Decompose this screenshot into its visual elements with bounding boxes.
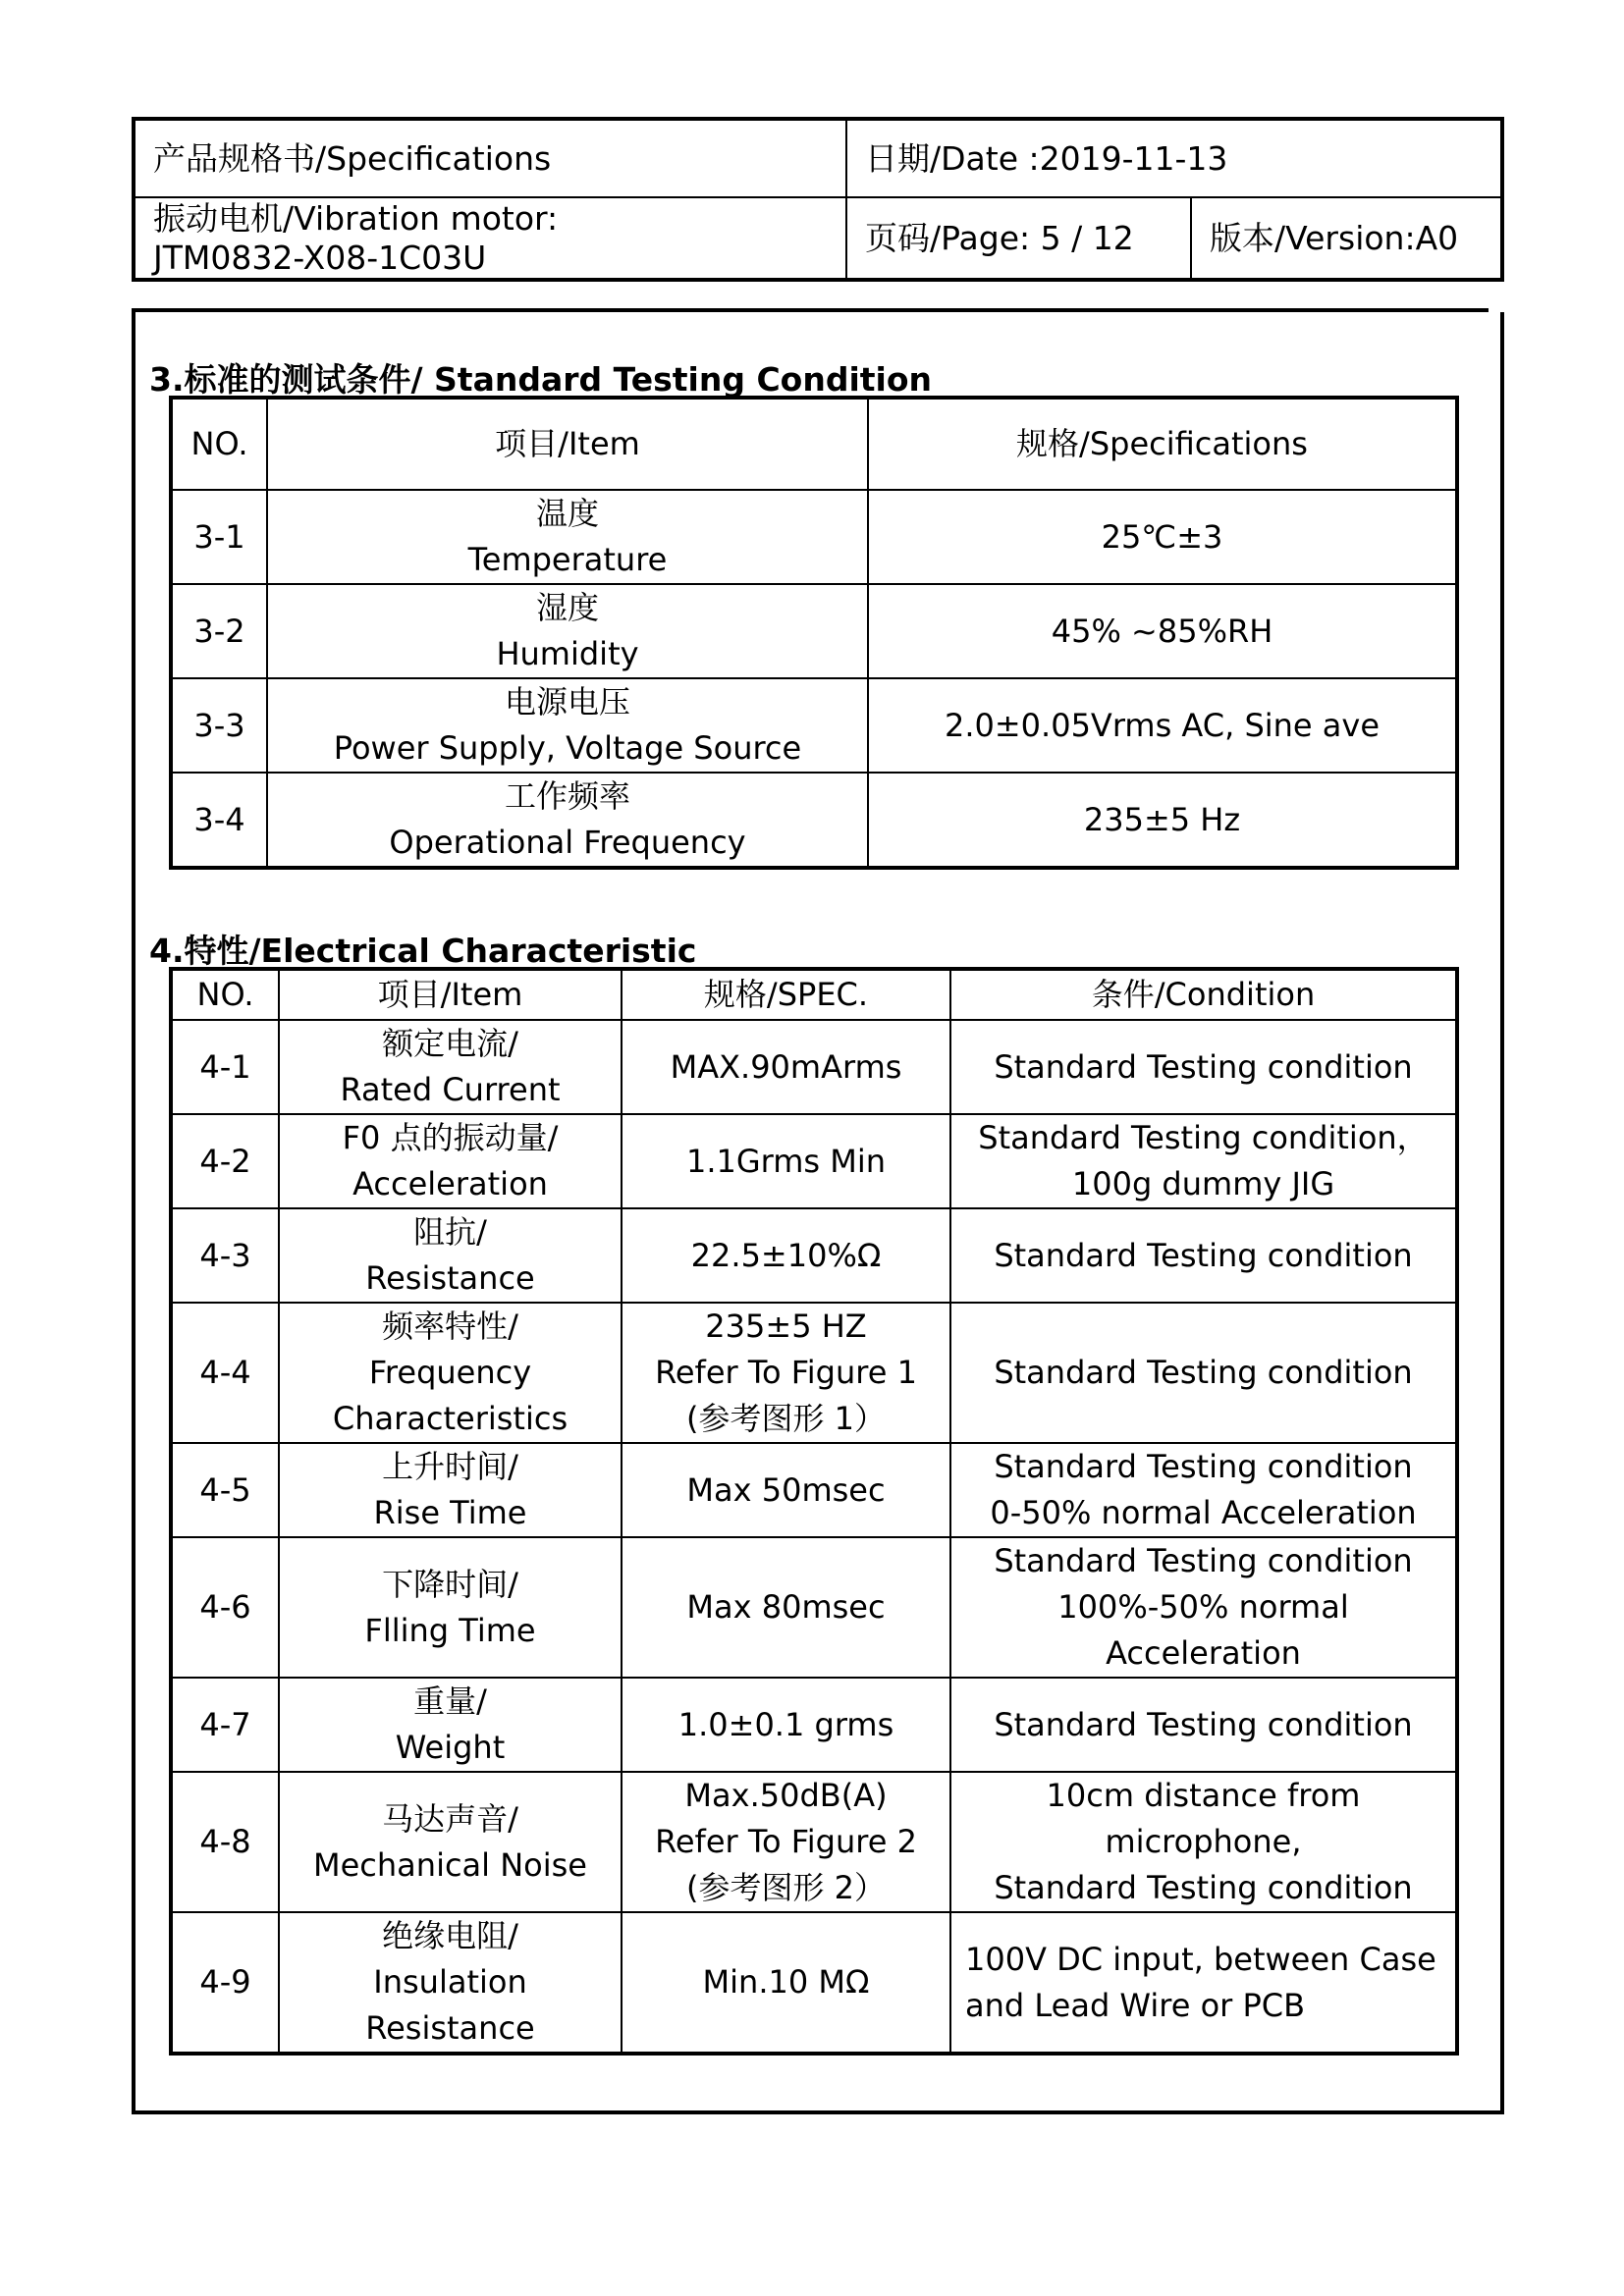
spec-cell (622, 1208, 950, 1303)
spec-cell (622, 1303, 950, 1443)
condition-cell-line: Standard Testing condition (994, 1869, 1413, 1906)
date-text: 日期/Date :2019-11-13 (865, 138, 1228, 178)
item-cell-line: 重量/ (413, 1682, 487, 1720)
row-number: 4-3 (171, 1208, 279, 1303)
item-cell (267, 490, 868, 584)
item-cell-line: Weight (395, 1729, 506, 1766)
item-cell (267, 773, 868, 868)
col-header-spec: 规格/SPEC. (622, 969, 950, 1020)
standard-testing-condition-table (169, 396, 1459, 870)
item-cell-line: F0 点的振动量/ (342, 1119, 559, 1156)
item-cell-line: 上升时间/ (382, 1448, 518, 1485)
product-name: 振动电机/Vibration motor: (153, 198, 559, 238)
item-cell (279, 1020, 622, 1114)
spec-title-text: 产品规格书/Specifications (153, 138, 552, 178)
row-number: 4-9 (171, 1912, 279, 2054)
item-cell-line: Rise Time (373, 1494, 527, 1531)
item-cell-line: 下降时间/ (382, 1565, 518, 1603)
version-text: 版本/Version:A0 (1210, 218, 1459, 257)
condition-cell-line: Standard Testing condition (994, 1542, 1413, 1579)
table-row (171, 773, 1457, 868)
spec-cell-line: Max 80msec (686, 1588, 886, 1626)
item-cell-line: Rated Current (340, 1071, 561, 1108)
item-cell (279, 1678, 622, 1772)
condition-cell (950, 1772, 1457, 1912)
spec-cell-line: 235±5 HZ (705, 1308, 867, 1345)
row-number: 4-1 (171, 1020, 279, 1114)
page-cell (847, 198, 1190, 278)
item-cell-line: Frequency (368, 1354, 532, 1391)
condition-cell-line: Standard Testing condition (994, 1047, 1413, 1086)
table-row (171, 1772, 1457, 1912)
document-header (132, 117, 1504, 282)
item-name-cn: 温度 (535, 495, 599, 532)
row-number: 4-6 (171, 1537, 279, 1678)
version-cell (1192, 198, 1500, 278)
spec-cell-line: Max.50dB(A) (684, 1777, 888, 1814)
table-row (171, 1537, 1457, 1678)
row-number: 4-5 (171, 1443, 279, 1537)
spec-cell-line: 22.5±10%Ω (690, 1236, 882, 1274)
spec-cell (622, 1912, 950, 2054)
condition-cell-line: Standard Testing condition (994, 1236, 1413, 1274)
date-cell (847, 121, 1500, 196)
spec-value: 2.0±0.05Vrms AC, Sine ave (868, 678, 1457, 773)
section3-title: 3.标准的测试条件/ Standard Testing Condition (149, 360, 933, 399)
row-number: 4-4 (171, 1303, 279, 1443)
condition-cell-line: Standard Testing condition， (978, 1119, 1429, 1156)
item-name-cn: 工作频率 (504, 777, 630, 815)
condition-cell-line: Standard Testing condition (994, 1354, 1413, 1391)
item-cell (279, 1114, 622, 1208)
col-header-condition: 条件/Condition (950, 969, 1457, 1020)
condition-cell-line: and Lead Wire or PCB (965, 1986, 1306, 2024)
condition-cell-line: 0-50% normal Acceleration (990, 1494, 1417, 1531)
condition-cell-line: 100g dummy JIG (1071, 1165, 1335, 1202)
item-cell (279, 1537, 622, 1678)
condition-cell (950, 1114, 1457, 1208)
table-row (171, 490, 1457, 584)
condition-cell (950, 1443, 1457, 1537)
item-cell (267, 678, 868, 773)
spec-cell-line: Refer To Figure 1 (655, 1354, 917, 1391)
col-header-no: NO. (171, 969, 279, 1020)
item-name-cn: 湿度 (535, 589, 599, 626)
item-cell-line: Flling Time (364, 1611, 536, 1649)
condition-cell (950, 1208, 1457, 1303)
item-cell-line: Insulation (373, 1963, 527, 2001)
table-header-row (171, 969, 1457, 1020)
spec-value: 45% ~85%RH (868, 584, 1457, 678)
row-number: 3-4 (171, 773, 267, 868)
table-row (171, 1678, 1457, 1772)
spec-cell-line: 1.0±0.1 grms (677, 1705, 894, 1743)
item-cell (279, 1443, 622, 1537)
item-cell (279, 1912, 622, 2054)
item-cell-line: Characteristics (332, 1400, 568, 1437)
table-header-row (171, 398, 1457, 490)
item-cell-line: 频率特性/ (382, 1308, 518, 1345)
condition-cell-line: 100V DC input, between Case (965, 1940, 1436, 1978)
spec-cell-line: MAX.90mArms (670, 1047, 902, 1086)
item-cell-line: Mechanical Noise (313, 1845, 587, 1884)
table-row (171, 1912, 1457, 2054)
item-name-en: Operational Frequency (389, 824, 746, 861)
item-name-en: Power Supply, Voltage Source (333, 729, 802, 767)
table-row (171, 1208, 1457, 1303)
item-cell (279, 1772, 622, 1912)
spec-cell-line: Refer To Figure 2 (655, 1823, 917, 1860)
spec-title (135, 121, 845, 196)
row-number: 4-2 (171, 1114, 279, 1208)
product-cell (135, 198, 845, 278)
condition-cell (950, 1020, 1457, 1114)
item-name-cn: 电源电压 (504, 683, 630, 721)
col-header-spec: 规格/Specifications (868, 398, 1457, 490)
table-row (171, 1114, 1457, 1208)
item-name-en: Humidity (496, 635, 639, 672)
row-number: 4-8 (171, 1772, 279, 1912)
item-cell-line: 阻抗/ (413, 1213, 487, 1251)
section4-title: 4.特性/Electrical Characteristic (149, 932, 697, 970)
spec-cell (622, 1772, 950, 1912)
condition-cell (950, 1303, 1457, 1443)
product-model: JTM0832-X08-1C03U (153, 238, 487, 277)
table-row (171, 584, 1457, 678)
item-cell-line: Acceleration (352, 1165, 548, 1202)
spec-value: 25℃±3 (868, 490, 1457, 584)
spec-cell-line: (参考图形 1） (685, 1400, 887, 1437)
condition-cell (950, 1537, 1457, 1678)
row-number: 3-3 (171, 678, 267, 773)
row-number: 4-7 (171, 1678, 279, 1772)
item-cell-line: Resistance (365, 1259, 535, 1297)
col-header-item: 项目/Item (267, 398, 868, 490)
item-cell-line: 马达声音/ (382, 1799, 518, 1838)
condition-cell-line: Standard Testing condition (994, 1448, 1413, 1485)
table-row (171, 1303, 1457, 1443)
item-name-en: Temperature (467, 541, 668, 578)
item-cell-line: 绝缘电阻/ (382, 1917, 518, 1954)
table-row (171, 678, 1457, 773)
condition-cell (950, 1912, 1457, 2054)
spec-cell-line: 1.1Grms Min (685, 1142, 887, 1180)
spec-cell (622, 1114, 950, 1208)
spec-cell (622, 1537, 950, 1678)
page-number: 页码/Page: 5 / 12 (865, 218, 1134, 257)
col-header-item: 项目/Item (279, 969, 622, 1020)
item-cell (279, 1303, 622, 1443)
item-cell (279, 1208, 622, 1303)
item-cell (267, 584, 868, 678)
spec-cell-line: Max 50msec (686, 1470, 886, 1509)
col-header-no: NO. (171, 398, 267, 490)
condition-cell-line: Standard Testing condition (994, 1705, 1413, 1743)
item-cell-line: Resistance (365, 2009, 535, 2047)
table-row (171, 1020, 1457, 1114)
spec-cell (622, 1443, 950, 1537)
row-number: 3-1 (171, 490, 267, 584)
condition-cell-line: 100%-50% normal Acceleration (1057, 1588, 1349, 1672)
electrical-characteristic-table (169, 967, 1459, 2056)
spec-cell-line: Min.10 MΩ (702, 1963, 870, 2001)
condition-cell-line: 10cm distance from microphone, (1046, 1777, 1361, 1860)
table-row (171, 1443, 1457, 1537)
row-number: 3-2 (171, 584, 267, 678)
spec-cell-line: (参考图形 2） (685, 1869, 887, 1906)
item-cell-line: 额定电流/ (382, 1025, 518, 1062)
spec-cell (622, 1020, 950, 1114)
condition-cell (950, 1678, 1457, 1772)
spec-cell (622, 1678, 950, 1772)
spec-value: 235±5 Hz (868, 773, 1457, 868)
